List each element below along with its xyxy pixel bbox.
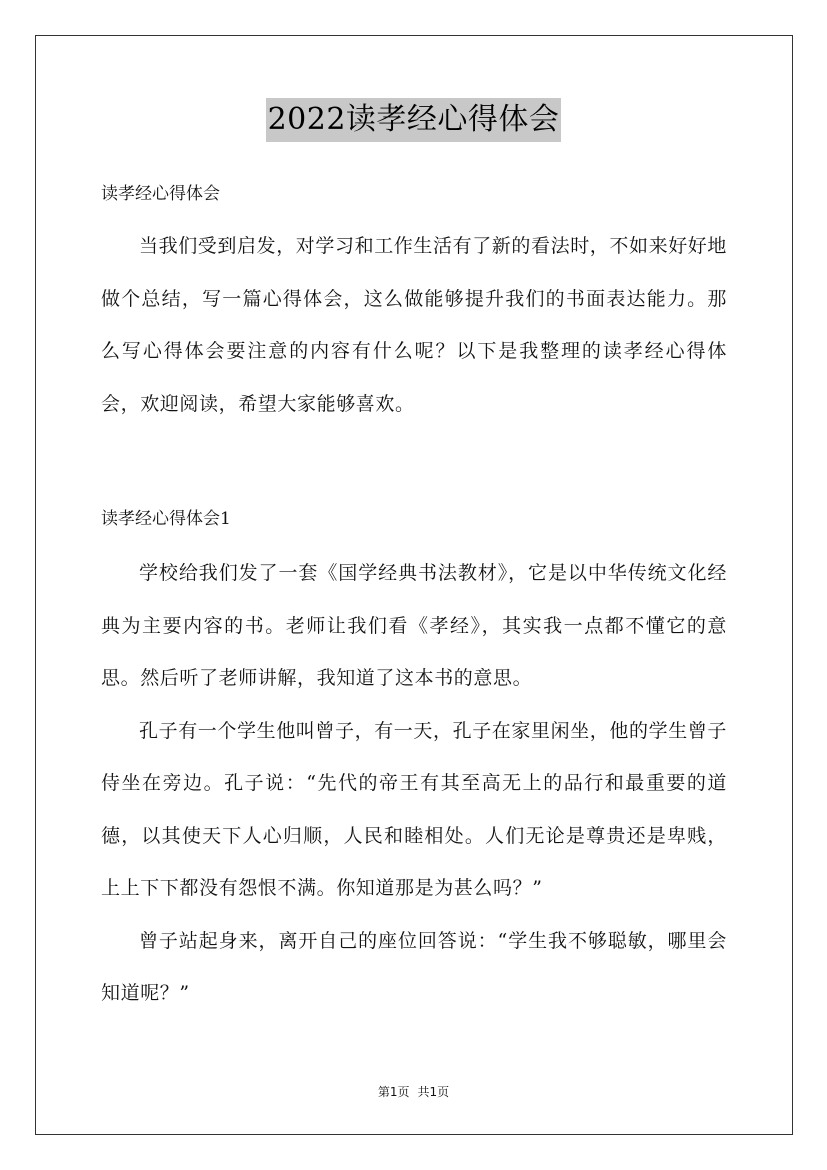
intro-paragraph: 当我们受到启发，对学习和工作生活有了新的看法时，不如来好好地做个总结，写一篇心得体会，这么做能够提升我们的书面表达能力。那么写心得体会要注意的内容有什么呢？以下是我整理的读孝经心得体会，欢迎阅读，希望大家能够喜欢。 xyxy=(101,235,728,415)
essay1-heading: 读孝经心得体会1 xyxy=(101,509,231,529)
document-title: 2022读孝经心得体会 xyxy=(266,98,562,142)
page-total: 共1页 xyxy=(417,1085,450,1099)
page-footer xyxy=(0,1084,827,1100)
intro-body xyxy=(101,220,727,430)
essay1-paragraph: 孔子有一个学生他叫曾子，有一天，孔子在家里闲坐，他的学生曾子侍坐在旁边。孔子说：“先代的帝王有其至高无上的品行和最重要的道德，以其使天下人心归顺，人民和睦相处。人们无论是尊贵还是卑贱，上上下下都没有怨恨不满。你知道那是为甚么吗？” xyxy=(101,719,728,899)
essay1-body xyxy=(101,547,727,1020)
title-container xyxy=(0,98,827,142)
page-number: 第1页 xyxy=(377,1085,410,1099)
essay1-paragraph: 学校给我们发了一套《国学经典书法教材》，它是以中华传统文化经典为主要内容的书。老师让我们看《孝经》，其实我一点都不懂它的意思。然后听了老师讲解，我知道了这本书的意思。 xyxy=(101,562,727,689)
intro-section xyxy=(101,181,727,207)
essay1-heading-block xyxy=(101,506,727,532)
essay1-paragraph: 曾子站起身来，离开自己的座位回答说：“学生我不够聪敏，哪里会知道呢？” xyxy=(101,929,727,1004)
section-heading: 读孝经心得体会 xyxy=(101,184,220,204)
